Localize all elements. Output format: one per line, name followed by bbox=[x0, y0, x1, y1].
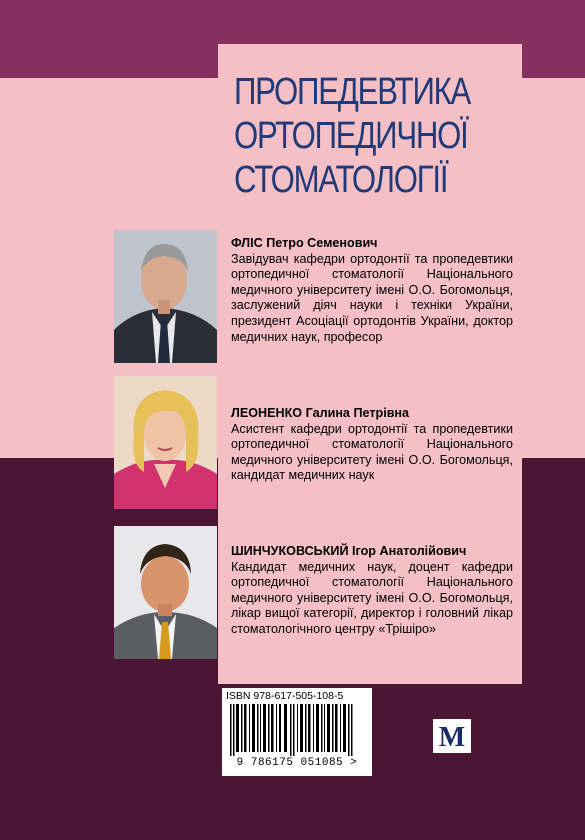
title-line-2: ОРТОПЕДИЧНОЇ bbox=[234, 115, 468, 157]
barcode-digits: 9 786175 051085 > bbox=[236, 757, 358, 769]
author-bio-leonenko bbox=[231, 406, 513, 484]
author-given-name: Петро Семенович bbox=[266, 236, 378, 250]
publisher-logo-letter: М bbox=[438, 722, 466, 751]
author-bio-flis bbox=[231, 236, 513, 345]
barcode-icon bbox=[226, 704, 368, 756]
author-surname: ШИНЧУКОВСЬКИЙ bbox=[231, 544, 349, 558]
author-bio-shynchukovskyi bbox=[231, 544, 513, 638]
author-given-name: Ігор Анатолійович bbox=[352, 544, 467, 558]
author-photo-flis bbox=[114, 230, 217, 363]
title-line-1: ПРОПЕДЕВТИКА bbox=[234, 71, 471, 113]
author-description: Завідувач кафедри ортодонтії та пропедевтики ортопедичної стоматології Національного медичного університету імені О.О. Богомольця, заслужений діяч науки і техніки України, президент Асоціації ортодонтів України, доктор медичних наук, професор bbox=[231, 251, 513, 344]
author-surname: ЛЕОНЕНКО bbox=[231, 406, 303, 420]
author-given-name: Галина Петрівна bbox=[305, 406, 410, 420]
book-title bbox=[234, 70, 480, 202]
author-photo-leonenko bbox=[114, 376, 217, 509]
publisher-logo-icon bbox=[433, 719, 471, 753]
title-line-3: СТОМАТОЛОГІЇ bbox=[234, 159, 448, 201]
author-description: Асистент кафедри ортодонтії та пропедевтики ортопедичної стоматології Національного медичного університету імені О.О. Богомольця, кандидат медичних наук bbox=[231, 421, 513, 483]
author-description: Кандидат медичних наук, доцент кафедри ортопедичної стоматології Національного медичного університету імені О.О. Богомольця, лікар вищої категорії, директор і головний лікар стоматологічного центру «Трішіро» bbox=[231, 559, 513, 636]
author-surname: ФЛІС bbox=[231, 236, 263, 250]
isbn-text: ISBN 978-617-505-108-5 bbox=[226, 690, 344, 702]
author-photo-shynchukovskyi bbox=[114, 526, 217, 659]
barcode-area bbox=[222, 688, 372, 776]
